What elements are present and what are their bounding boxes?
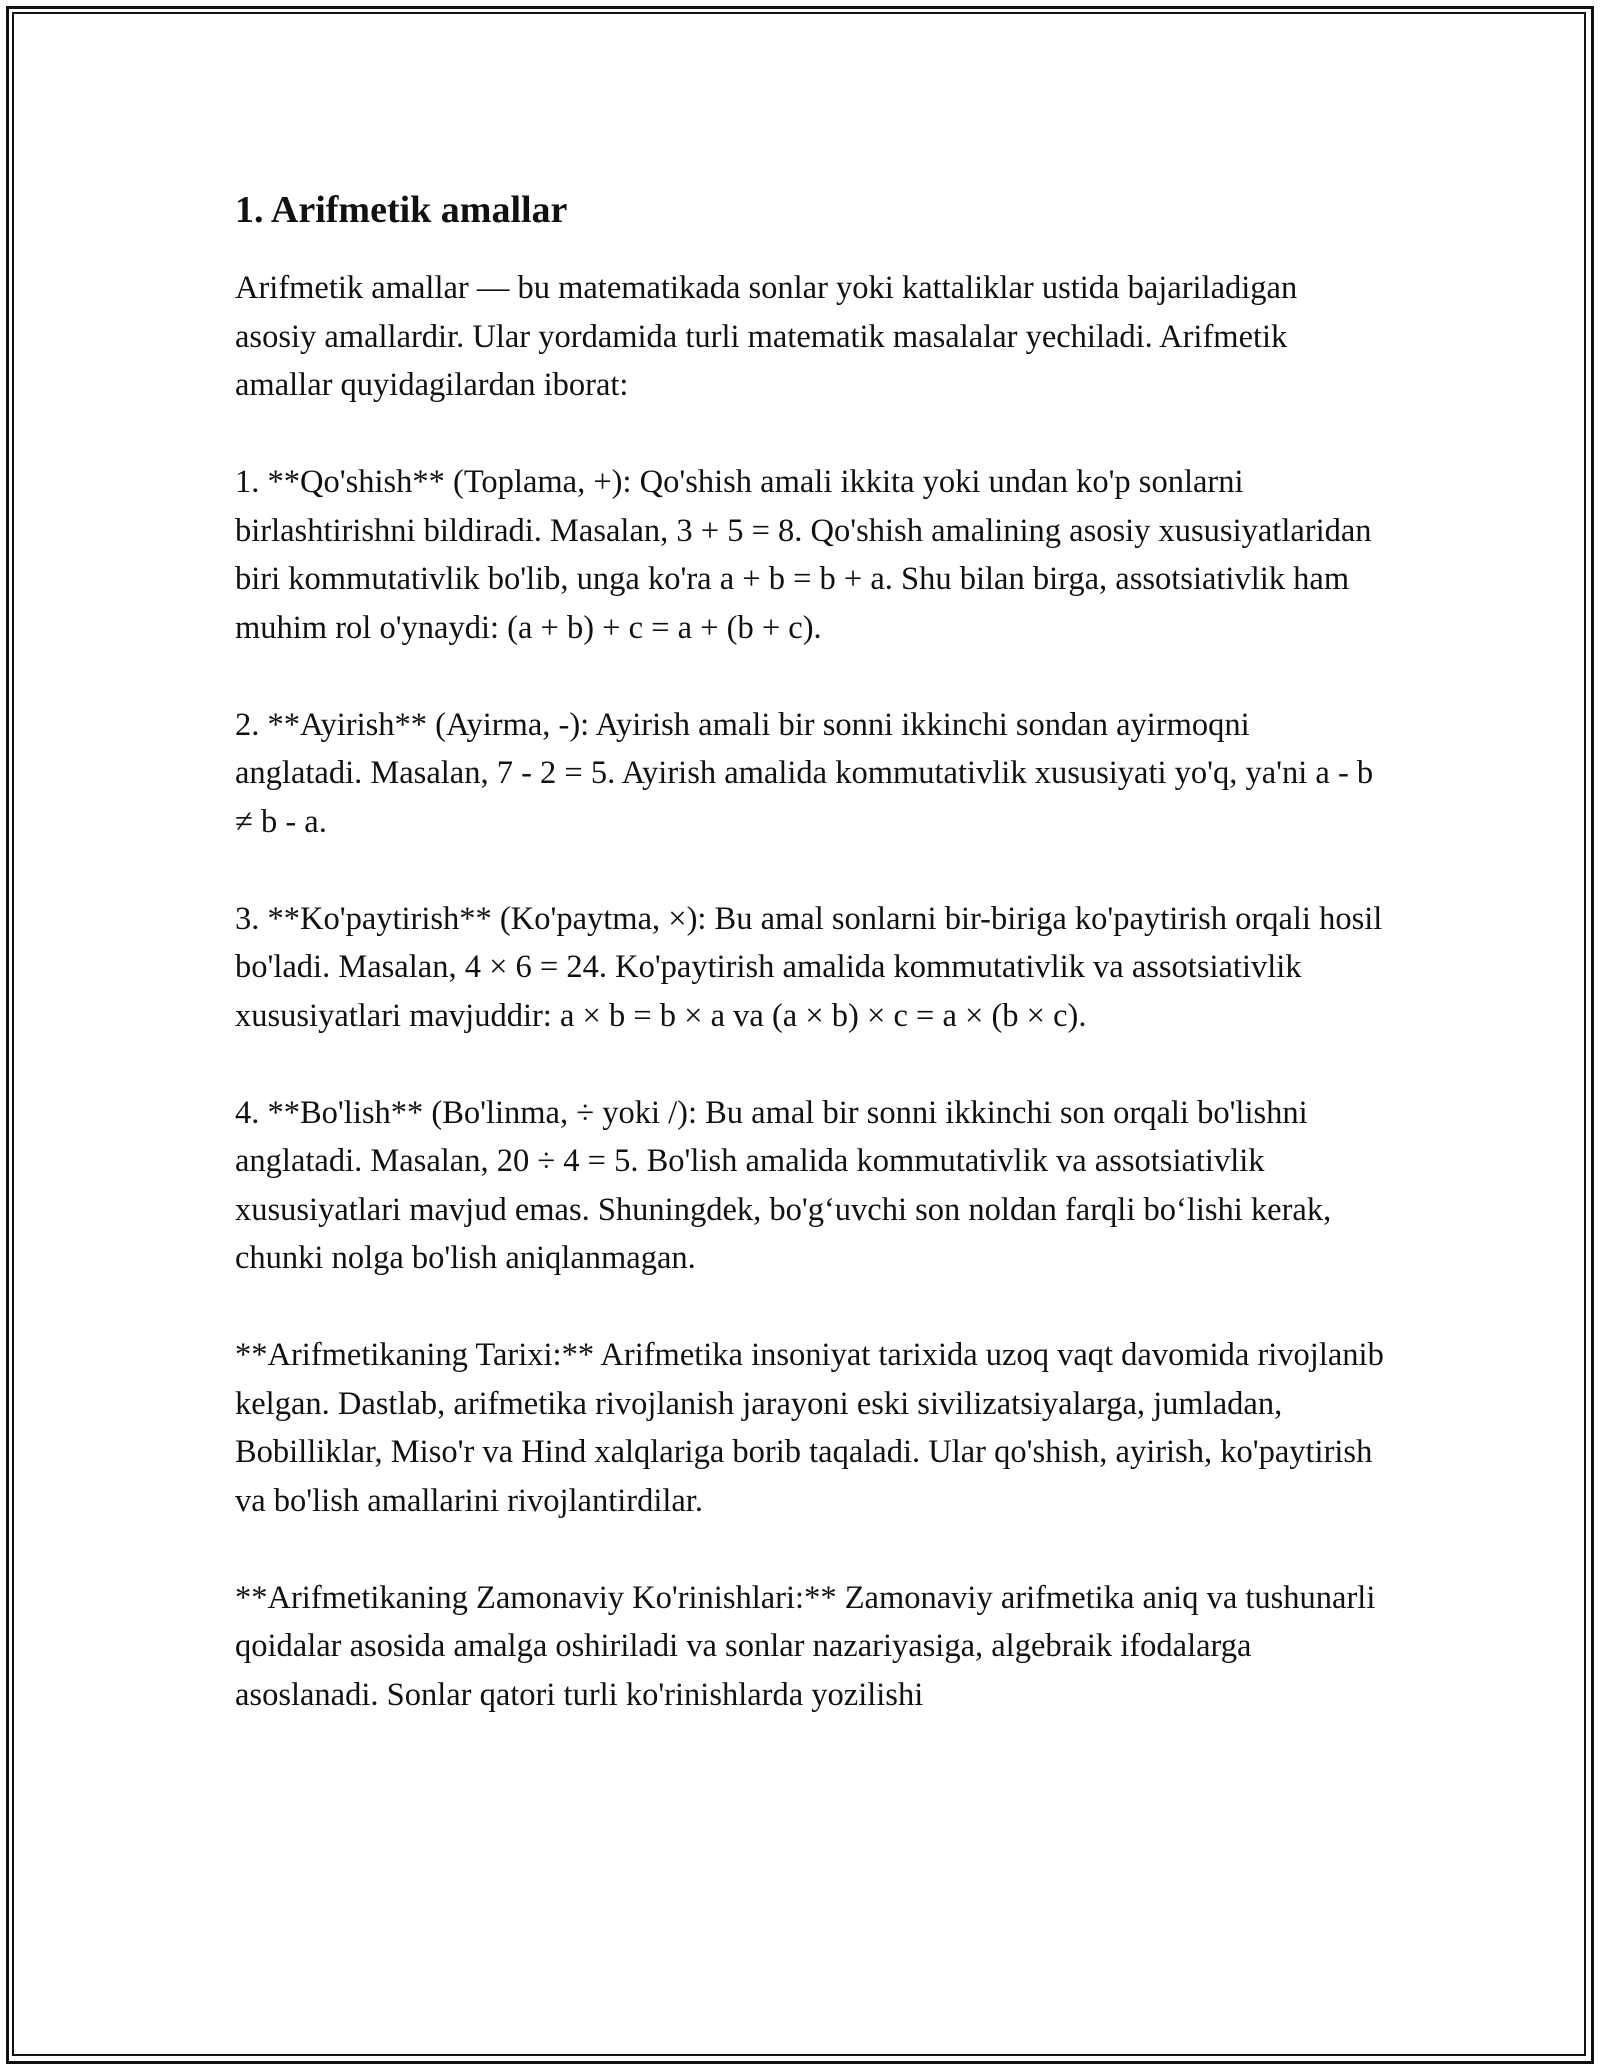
paragraph-addition: 1. **Qo'shish** (Toplama, +): Qo'shish amali ikkita yoki undan ko'p sonlarni birlashtirishni bildiradi. Masalan, 3 + 5 = 8. Qo'shish amalining asosiy xususiyatlaridan biri kommutativlik bo'lib, unga ko'ra a + b = b + a. Shu bilan birga, assotsiativlik ham muhim rol o'ynaydi: (a + b) + c = a + (b + c). [235,464,1372,646]
paragraph-multiplication: 3. **Ko'paytirish** (Ko'paytma, ×): Bu amal sonlarni bir-biriga ko'paytirish orqali hosil bo'ladi. Masalan, 4 × 6 = 24. Ko'paytirish amalida kommutativlik va assotsiativlik xususiyatlari mavjuddir: a × b = b × a va (a × b) × c = a × (b × c). [235,900,1383,1034]
section-heading: 1. Arifmetik amallar [235,189,568,231]
paragraph-history: **Arifmetikaning Tarixi:** Arifmetika insoniyat tarixida uzoq vaqt davomida rivojlanib kelgan. Dastlab, arifmetika rivojlanish jarayoni eski sivilizatsiyalarga, jumladan, Bobilliklar, Miso'r va Hind xalqlariga borib taqaladi. Ular qo'shish, ayirish, ko'paytirish va bo'lish amallarini rivojlantirdilar. [235,1337,1384,1519]
paragraph-intro: Arifmetik amallar — bu matematikada sonlar yoki kattaliklar ustida bajariladigan asosiy amallardir. Ular yordamida turli matematik masalalar yechiladi. Arifmetik amallar quyidagilardan iborat: [235,270,1298,403]
paragraph-modern: **Arifmetikaning Zamonaviy Ko'rinishlari:** Zamonaviy arifmetika aniq va tushunarli qoidalar asosida amalga oshiriladi va sonlar nazariyasiga, algebraik ifodalarga asoslanadi. Sonlar qatori turli ko'rinishlarda yozilishi [235,1579,1376,1713]
document-body [235,186,1385,1768]
paragraph-division: 4. **Bo'lish** (Bo'linma, ÷ yoki /): Bu amal bir sonni ikkinchi son orqali bo'lishni anglatadi. Masalan, 20 ÷ 4 = 5. Bo'lish amalida kommutativlik va assotsiativlik xususiyatlari mavjud emas. Shuningdek, bo'g‘uvchi son noldan farqli bo‘lishi kerak, chunki nolga bo'lish aniqlanmagan. [235,1094,1332,1276]
paragraph-subtraction: 2. **Ayirish** (Ayirma, -): Ayirish amali bir sonni ikkinchi sondan ayirmoqni anglatadi. Masalan, 7 - 2 = 5. Ayirish amalida kommutativlik xususiyati yo'q, ya'ni a - b ≠ b - a. [235,706,1374,840]
